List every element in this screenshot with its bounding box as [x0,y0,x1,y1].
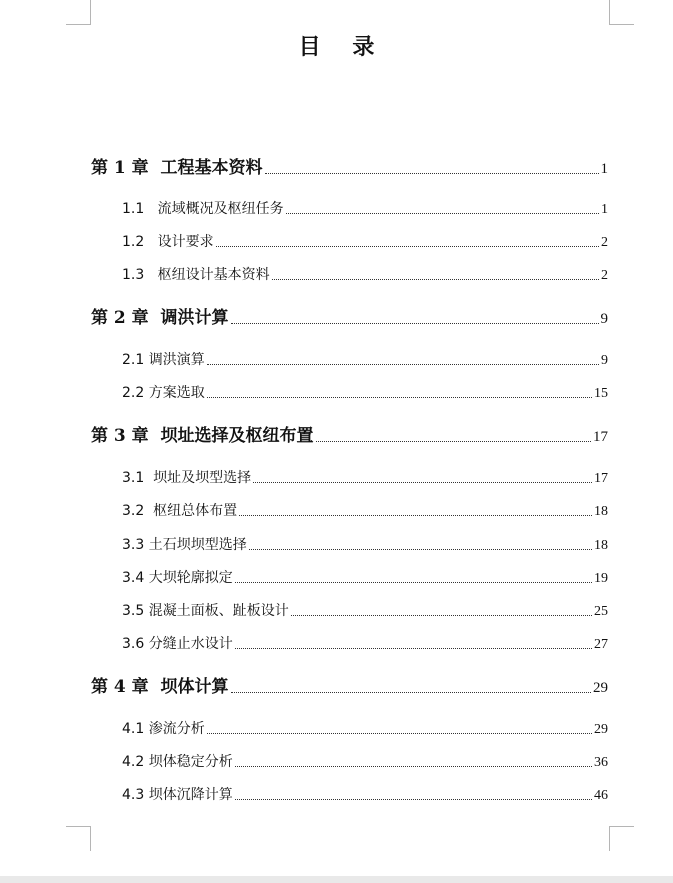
toc-page-number: 25 [594,604,608,619]
toc-page-number: 46 [594,788,608,803]
toc-entry-label: 3.2 枢纽总体布置 [122,503,238,519]
toc-dot-leader [231,323,599,324]
toc-section-entry[interactable] [122,784,608,804]
toc-chapter-entry[interactable] [91,422,608,446]
toc-dot-leader [239,515,592,516]
toc-page-number: 29 [594,722,608,737]
toc-entry-label: 4.1 渗流分析 [122,721,205,737]
toc-dot-leader [265,173,599,174]
toc-entry-label: 第 3 章 坝址选择及枢纽布置 [91,426,314,446]
toc-dot-leader [272,279,599,280]
toc-entry-label: 1.2 设计要求 [122,234,214,250]
toc-entry-label: 3.3 土石坝坝型选择 [122,537,247,553]
toc-chapter-entry[interactable] [91,673,608,697]
crop-mark-top-left [66,0,91,25]
toc-dot-leader [207,364,599,365]
toc-page-number: 18 [594,504,608,519]
toc-dot-leader [235,648,592,649]
toc-dot-leader [231,692,591,693]
toc-entry-label: 4.2 坝体稳定分析 [122,754,233,770]
toc-dot-leader [207,733,592,734]
toc-section-entry[interactable] [122,718,608,738]
toc-entry-label: 2.1 调洪演算 [122,352,205,368]
toc-page-number: 1 [601,202,608,217]
toc-dot-leader [216,246,599,247]
toc-page-number: 9 [600,311,608,327]
toc-dot-leader [235,766,592,767]
toc-entry-label: 1.3 枢纽设计基本资料 [122,267,270,283]
toc-dot-leader [291,615,592,616]
toc-entry-label: 第 2 章 调洪计算 [91,308,229,328]
toc-page-number: 2 [601,235,608,250]
toc-section-entry[interactable] [122,600,608,620]
toc-entry-label: 2.2 方案选取 [122,385,205,401]
toc-section-entry[interactable] [122,198,608,218]
toc-page-number: 29 [593,680,608,696]
crop-mark-bottom-right [609,826,634,851]
toc-chapter-entry[interactable] [91,304,608,328]
toc-page-number: 2 [601,268,608,283]
toc-page-number: 1 [600,161,608,177]
toc-entry-label: 3.5 混凝土面板、趾板设计 [122,603,289,619]
toc-section-entry[interactable] [122,349,608,369]
toc-entry-label: 3.4 大坝轮廓拟定 [122,570,233,586]
toc-page-number: 19 [594,571,608,586]
toc-section-entry[interactable] [122,467,608,487]
toc-page-number: 36 [594,755,608,770]
toc-page-number: 17 [593,429,608,445]
toc-entry-label: 第 1 章 工程基本资料 [91,158,263,178]
toc-section-entry[interactable] [122,633,608,653]
toc-dot-leader [235,582,592,583]
window-bottom-strip [0,876,673,883]
toc-section-entry[interactable] [122,264,608,284]
crop-mark-bottom-left [66,826,91,851]
toc-section-entry[interactable] [122,500,608,520]
toc-page-number: 15 [594,386,608,401]
toc-dot-leader [249,549,592,550]
toc-dot-leader [316,441,591,442]
toc-page-number: 17 [594,471,608,486]
crop-mark-top-right [609,0,634,25]
toc-dot-leader [286,213,599,214]
toc-entry-label: 第 4 章 坝体计算 [91,677,229,697]
toc-section-entry[interactable] [122,751,608,771]
toc-page-number: 9 [601,353,608,368]
toc-page-number: 18 [594,538,608,553]
toc-section-entry[interactable] [122,231,608,251]
toc-dot-leader [235,799,592,800]
page-title: 目 录 [298,35,387,60]
toc-entry-label: 1.1 流域概况及枢纽任务 [122,201,284,217]
toc-dot-leader [253,482,592,483]
toc-entry-label: 3.6 分缝止水设计 [122,636,233,652]
toc-section-entry[interactable] [122,382,608,402]
toc-page-number: 27 [594,637,608,652]
toc-entry-label: 4.3 坝体沉降计算 [122,787,233,803]
toc-entry-label: 3.1 坝址及坝型选择 [122,470,252,486]
toc-section-entry[interactable] [122,567,608,587]
toc-chapter-entry[interactable] [91,154,608,178]
toc-dot-leader [207,397,592,398]
toc-section-entry[interactable] [122,534,608,554]
